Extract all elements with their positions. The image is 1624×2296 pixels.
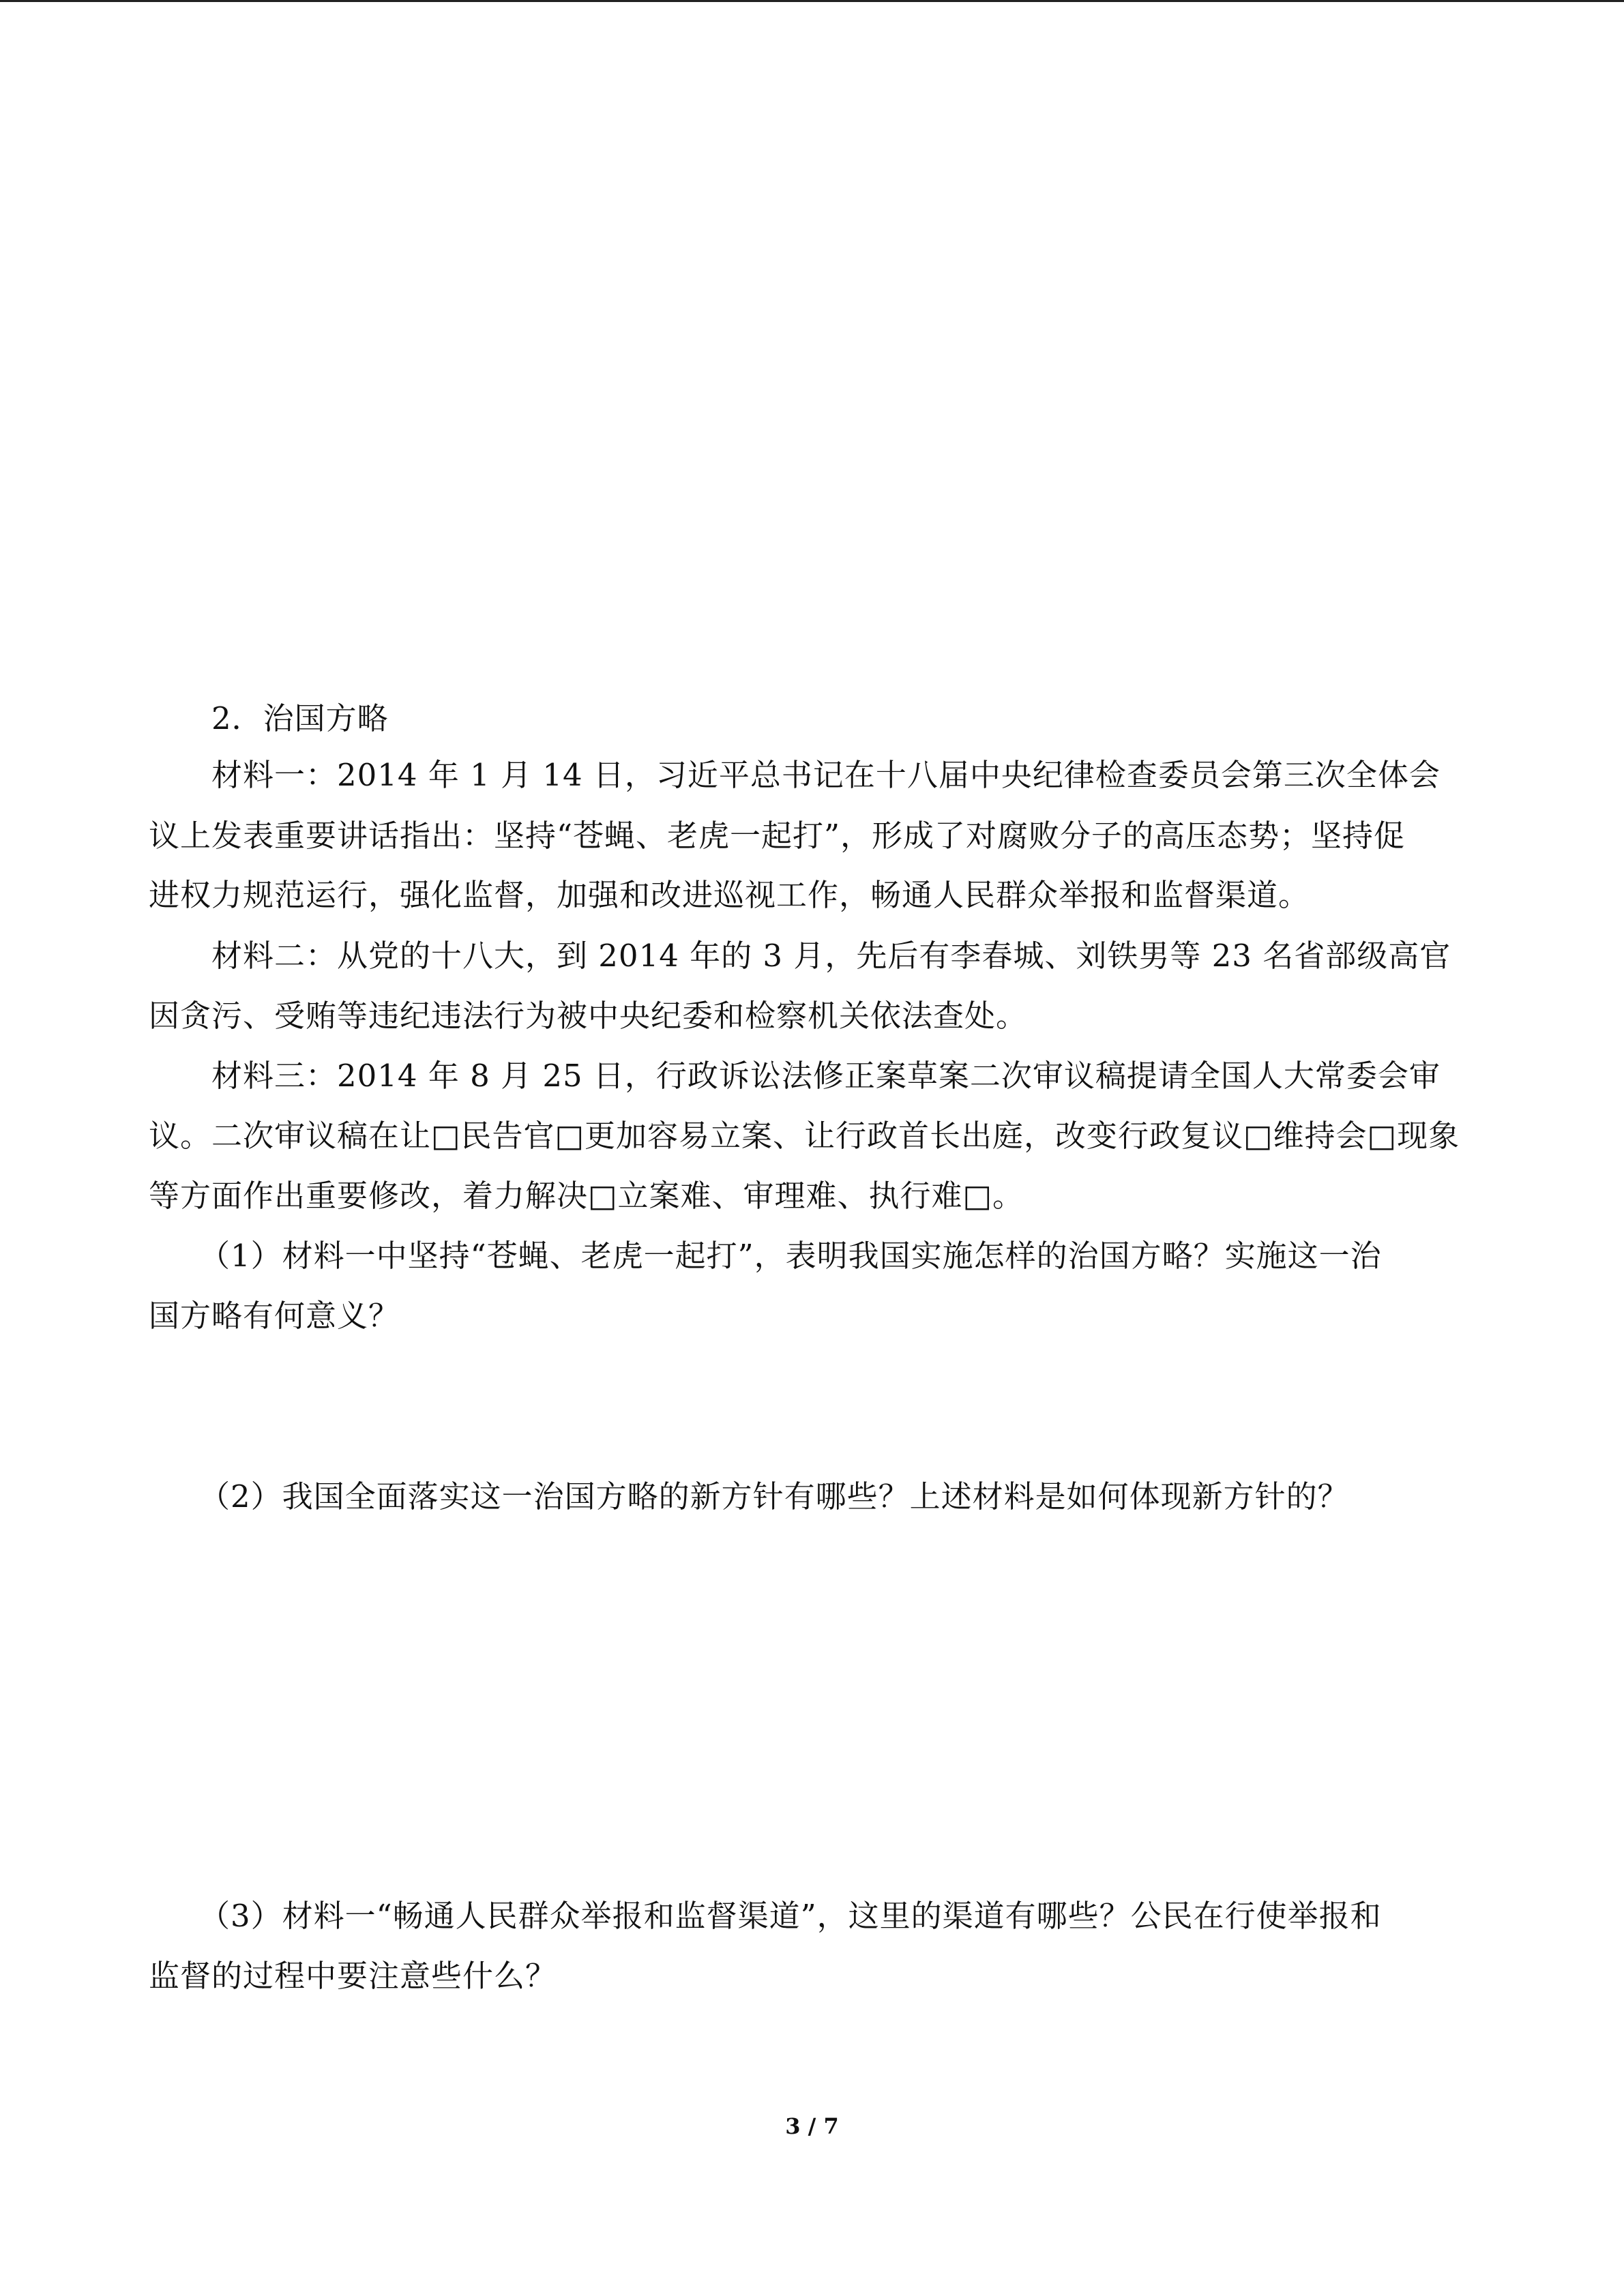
question-one-line-2: 国方略有何意义？: [149, 1298, 400, 1334]
material-two-line-1: 材料二：从党的十八大，到 2014 年的 3 月，先后有李春城、刘铁男等 23 名省部级高官: [211, 938, 1451, 974]
material-one-line-3: 进权力规范运行，强化监督，加强和改进巡视工作，畅通人民群众举报和监督渠道。: [149, 877, 1310, 913]
material-three-line-2: 议。二次审议稿在让□民告官□更加容易立案、让行政首长出庭，改变行政复议□维持会□现象: [149, 1118, 1460, 1154]
question-two-line-1: （2）我国全面落实这一治国方略的新方针有哪些？上述材料是如何体现新方针的？: [199, 1478, 1349, 1515]
material-two-line-2: 因贪污、受贿等违纪违法行为被中央纪委和检察机关依法查处。: [149, 998, 1028, 1034]
material-three-line-3: 等方面作出重要修改，着力解决□立案难、审理难、执行难□。: [149, 1178, 1024, 1214]
material-one-line-2: 议上发表重要讲话指出：坚持“苍蝇、老虎一起打”，形成了对腐败分子的高压态势；坚持促: [149, 818, 1406, 854]
material-three-line-1: 材料三：2014 年 8 月 25 日，行政诉讼法修正案草案二次审议稿提请全国人大常委会审: [211, 1058, 1441, 1094]
material-one-line-1: 材料一：2014 年 1 月 14 日，习近平总书记在十八届中央纪律检查委员会第三次全体会: [211, 757, 1441, 793]
question-one-line-1: （1）材料一中坚持“苍蝇、老虎一起打”，表明我国实施怎样的治国方略？实施这一治: [199, 1238, 1382, 1274]
page-number: 3 / 7: [785, 2113, 839, 2139]
question-three-line-1: （3）材料一“畅通人民群众举报和监督渠道”，这里的渠道有哪些？公民在行使举报和: [199, 1898, 1382, 1934]
top-border-rule: [0, 0, 1624, 2]
section-title: 2．治国方略: [211, 700, 389, 736]
question-three-line-2: 监督的过程中要注意些什么？: [149, 1958, 557, 1994]
